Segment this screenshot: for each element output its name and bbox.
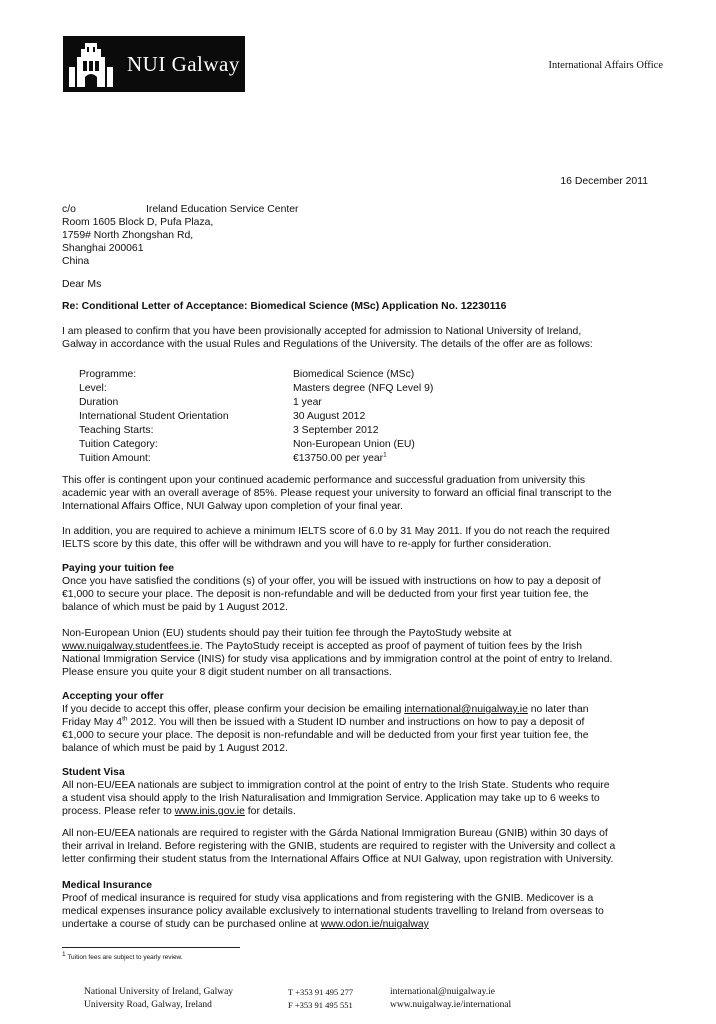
footer-line: University Road, Galway, Ireland [84, 1000, 212, 1010]
paragraph-line: I am pleased to confirm that you have been provisionally accepted for admission to National University of Ireland, [62, 326, 582, 337]
intro-paragraph [62, 325, 662, 351]
footnote-marker: 1 [383, 451, 387, 459]
insurance-link[interactable]: www.odon.ie/nuigalway [320, 919, 429, 930]
footer-phone [288, 986, 353, 1012]
detail-row [79, 410, 433, 424]
paragraph-line: balance of which must be paid by 1 August 2012. [62, 743, 288, 754]
care-of-label: c/o [62, 204, 76, 215]
paragraph-line: Proof of medical insurance is required for study visa applications and from registering with the GNIB. Medicover is a [62, 893, 594, 904]
salutation: Dear Ms [62, 279, 102, 290]
paragraph-line: Non-European Union (EU) students should pay their tuition fee through the PaytoStudy website at [62, 628, 512, 639]
detail-label: Teaching Starts: [79, 425, 154, 436]
detail-row [79, 368, 433, 382]
detail-label: International Student Orientation [79, 411, 229, 422]
paragraph-line: letter confirming their student status from the International Affairs Office at NUI Galway, upon registration with University. [62, 854, 614, 865]
footnote-divider [62, 947, 240, 948]
ordinal-suffix: th [122, 715, 128, 723]
paragraph-line: Once you have satisfied the conditions (s) of your offer, you will be issued with instructions on how to pay a deposit of [62, 576, 601, 587]
detail-label: Tuition Amount: [79, 453, 151, 464]
paragraph-line: their arrival in Ireland. Before registering with the GNIB, students are required to register with the University and collect a [62, 841, 616, 852]
detail-row [79, 438, 433, 452]
paragraph-line: academic year with an overall average of 85%. Please request your university to forward an official final transcript to the [62, 488, 612, 499]
paragraph-line: medical expenses insurance policy available exclusively to international students travelling to Ireland from overseas to [62, 906, 604, 917]
detail-row [79, 424, 433, 438]
recipient-organisation: Ireland Education Service Center [146, 204, 299, 215]
address-line: Shanghai 200061 [62, 243, 144, 254]
detail-value: Biomedical Science (MSc) [293, 369, 415, 380]
paytostudy-link[interactable]: www.nuigalway.studentfees.ie [62, 641, 200, 652]
detail-value: 30 August 2012 [293, 411, 366, 422]
letter-date: 16 December 2011 [560, 176, 648, 187]
paragraph-line: All non-EU/EEA nationals are subject to immigration control at the point of entry to the Irish State. Students who require [62, 780, 610, 791]
section-heading-insurance: Medical Insurance [62, 880, 153, 891]
detail-value: Masters degree (NFQ Level 9) [293, 383, 434, 394]
paragraph-text: no later than [527, 704, 589, 715]
non-eu-paragraph [62, 627, 662, 679]
footer-line: F +353 91 495 551 [288, 1000, 353, 1010]
section-heading-accepting: Accepting your offer [62, 691, 164, 702]
footnote-text: Tuition fees are subject to yearly review. [67, 954, 183, 961]
address-line: China [62, 256, 90, 267]
section-heading-visa: Student Visa [62, 767, 125, 778]
insurance-paragraph [62, 892, 662, 931]
detail-value: 3 September 2012 [293, 425, 379, 436]
footer-email[interactable]: international@nuigalway.ie [390, 987, 495, 997]
paragraph-line: IELTS score by this date, this offer will be withdrawn and you will have to re-apply for further consideration. [62, 539, 552, 550]
address-line: Room 1605 Block D, Pufa Plaza, [62, 217, 214, 228]
paragraph-text: undertake a course of study can be purchased online at [62, 919, 321, 930]
paragraph-text: 2012. You will then be issued with a Student ID number and instructions on how to pay a deposit of [127, 717, 585, 728]
detail-label: Duration [79, 397, 119, 408]
paragraph-text: Friday May 4 [62, 717, 123, 728]
detail-row [79, 452, 433, 466]
paragraph-text: for details. [244, 806, 296, 817]
footer-line: T +353 91 495 277 [288, 987, 354, 997]
paragraph-text: . The PaytoStudy receipt is accepted as proof of payment of tuition fees by the Irish [199, 641, 583, 652]
paying-paragraph [62, 575, 662, 614]
tuition-amount: €13750.00 per year [293, 453, 384, 464]
email-link[interactable]: international@nuigalway.ie [404, 704, 528, 715]
offer-details-table [79, 368, 433, 466]
paragraph-line: International Affairs Office, NUI Galway upon completion of your final year. [62, 501, 403, 512]
footer-website[interactable]: www.nuigalway.ie/international [390, 1000, 512, 1010]
detail-row [79, 382, 433, 396]
office-name: International Affairs Office [548, 60, 663, 71]
paragraph-text: If you decide to accept this offer, please confirm your decision be emailing [62, 704, 405, 715]
paragraph-line: This offer is contingent upon your continued academic performance and successful graduation from university this [62, 475, 586, 486]
contingent-paragraph [62, 474, 662, 513]
paragraph-line: Galway in accordance with the usual Rules and Regulations of the University. The details of the offer are as follows: [62, 339, 593, 350]
detail-label: Level: [79, 383, 107, 394]
footnote [62, 950, 183, 961]
paragraph-line: balance of which must be paid by 1 August 2012. [62, 602, 288, 613]
detail-label: Tuition Category: [79, 439, 158, 450]
paragraph-line: €1,000 to secure your place. The deposit is non-refundable and will be deducted from your first year tuition fee, the [62, 589, 589, 600]
detail-row [79, 396, 433, 410]
ielts-paragraph [62, 525, 662, 551]
paragraph-line: €1,000 to secure your place. The deposit is non-refundable and will be deducted from your first year tuition fee, the [62, 730, 589, 741]
footnote-number: 1 [62, 950, 66, 958]
inis-link[interactable]: www.inis.gov.ie [174, 806, 245, 817]
accepting-paragraph [62, 703, 662, 755]
paragraph-line: Please ensure you quite your 8 digit student number on all transactions. [62, 667, 392, 678]
section-heading-paying: Paying your tuition fee [62, 563, 174, 574]
logo-text: NUI Galway [127, 51, 240, 76]
paragraph-line: National Immigration Service (INIS) for study visa applications and by immigration control at the point of entry to Ireland. [62, 654, 613, 665]
footer-line: National University of Ireland, Galway [84, 987, 234, 997]
paragraph-line: a student visa should apply to the Irish Naturalisation and Immigration Service. Application may take up to 6 weeks to [62, 793, 600, 804]
paragraph-line: All non-EU/EEA nationals are required to register with the Gárda National Immigration Bureau (GNIB) within 30 days of [62, 828, 608, 839]
recipient-address [62, 203, 298, 268]
gnib-paragraph [62, 827, 662, 866]
paragraph-line: In addition, you are required to achieve a minimum IELTS score of 6.0 by 31 May 2011. If you do not reach the required [62, 526, 610, 537]
paragraph-text: process. Please refer to [62, 806, 175, 817]
address-line: 1759# North Zhongshan Rd, [62, 230, 194, 241]
detail-value: Non-European Union (EU) [293, 439, 415, 450]
visa-paragraph [62, 779, 662, 818]
footer-address [84, 986, 233, 1012]
footer-contact [390, 986, 511, 1012]
detail-label: Programme: [79, 369, 137, 380]
quadrangle-tower-icon [67, 39, 115, 89]
nui-galway-logo [63, 36, 245, 92]
detail-value: 1 year [293, 397, 322, 408]
subject-line: Re: Conditional Letter of Acceptance: Biomedical Science (MSc) Application No. 12230116 [62, 301, 507, 312]
detail-value [293, 452, 387, 466]
